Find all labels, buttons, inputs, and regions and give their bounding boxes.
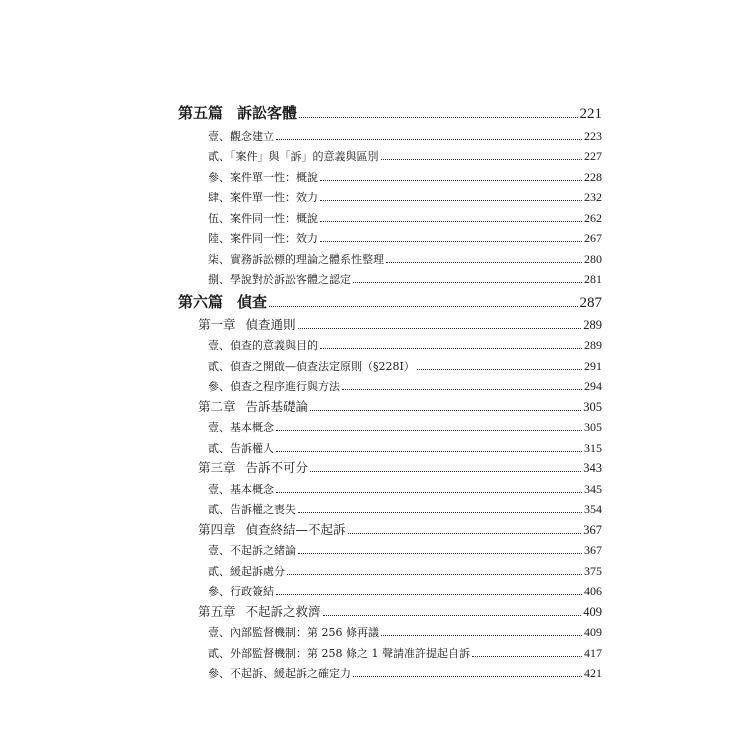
toc-entry-title: 偵查通則 (245, 316, 296, 332)
toc-dot-leader (298, 553, 582, 554)
toc-entry-number: 第五篇 (178, 104, 224, 122)
toc-item-row (178, 123, 602, 144)
toc-entry-label (208, 481, 274, 497)
toc-page-number: 281 (584, 272, 602, 286)
toc-item-row (178, 205, 602, 226)
toc-dot-leader (298, 328, 582, 329)
toc-page-number: 417 (584, 645, 602, 660)
toc-entry-label (208, 358, 415, 374)
toc-dot-leader (310, 410, 581, 411)
toc-page-number: 289 (583, 317, 602, 332)
toc-dot-leader (381, 635, 582, 636)
toc-entry-label (198, 520, 346, 538)
toc-item-row (178, 374, 602, 395)
toc-page-number: 227 (584, 149, 602, 163)
toc-entry-title: 告訴基礎論 (245, 398, 309, 414)
toc-page-number: 421 (584, 666, 602, 680)
toc-entry-title: 壹、觀念建立 (208, 129, 274, 143)
toc-item-row (178, 579, 602, 600)
toc-entry-title: 貳、緩起訴處分 (208, 564, 285, 578)
toc-item-row (178, 226, 602, 247)
toc-entry-label (198, 397, 308, 415)
toc-entry-title: 壹、不起訴之緒論 (208, 544, 296, 557)
toc-page-number: 305 (583, 399, 602, 414)
toc-page-number: 262 (584, 210, 602, 225)
toc-dot-leader (299, 117, 577, 118)
toc-entry-number: 第四章 (198, 521, 236, 537)
toc-dot-leader (323, 615, 582, 616)
toc-entry-title: 肆、案件單一性：效力 (208, 191, 318, 204)
toc-dot-leader (381, 159, 583, 160)
toc-dot-leader (310, 471, 581, 472)
toc-entry-title: 貳、告訴權之喪失 (208, 503, 296, 516)
toc-entry-label (178, 102, 297, 123)
toc-entry-title: 訴訟客體 (237, 104, 298, 122)
toc-entry-title: 偵查 (237, 293, 268, 311)
toc-entry-title: 貳、外部監督機制：第 258 條之 1 聲請准許提起自訴 (208, 646, 470, 660)
toc-entry-label (198, 458, 308, 476)
toc-dot-leader (269, 306, 577, 307)
toc-entry-title: 不起訴之救濟 (245, 603, 321, 619)
toc-item-row (178, 640, 602, 661)
toc-entry-number: 第五章 (198, 603, 236, 619)
toc-page-number: 345 (584, 481, 602, 496)
toc-dot-leader (386, 262, 582, 263)
toc-item-row (178, 415, 602, 436)
toc-entry-title: 陸、案件同一性：效力 (208, 232, 318, 245)
toc-entry-title: 壹、基本概念 (208, 421, 274, 434)
toc-chapter-row (178, 517, 602, 538)
toc-dot-leader (348, 533, 582, 534)
toc-item-row (178, 144, 602, 165)
toc-entry-label (208, 230, 318, 246)
toc-page-number: 223 (584, 128, 602, 143)
toc-dot-leader (472, 656, 582, 657)
toc-page-number: 280 (584, 251, 602, 266)
toc-entry-label (208, 542, 296, 558)
toc-item-row (178, 267, 602, 288)
toc-entry-label (198, 602, 321, 620)
toc-entry-label (198, 315, 296, 333)
toc-entry-title: 參、案件單一性：概說 (208, 170, 318, 184)
toc-dot-leader (276, 451, 582, 452)
toc-page-number: 228 (584, 169, 602, 184)
toc-dot-leader (276, 139, 582, 140)
toc-item-row (178, 435, 602, 456)
toc-part-row (178, 98, 602, 123)
toc-dot-leader (320, 221, 582, 222)
toc-page-number: 409 (584, 625, 602, 639)
toc-page-number: 287 (579, 295, 602, 311)
toc-entry-label (208, 440, 274, 456)
toc-entry-title: 偵查終結—不起訴 (245, 521, 346, 537)
toc-entry-title: 參、行政簽結 (208, 585, 274, 598)
toc-entry-title: 壹、內部監督機制：第 256 條再議 (208, 626, 379, 639)
toc-entry-label (208, 337, 318, 353)
toc-page-number: 267 (584, 231, 602, 245)
toc-page-number: 367 (584, 543, 602, 557)
toc-dot-leader (276, 594, 582, 595)
toc-page-number: 305 (584, 420, 602, 434)
toc-dot-leader (353, 676, 582, 677)
toc-entry-label (208, 419, 274, 435)
toc-entry-number: 第二章 (198, 398, 236, 414)
toc-page-number: 232 (584, 190, 602, 204)
toc-dot-leader (320, 200, 582, 201)
toc-item-row (178, 558, 602, 579)
toc-entry-title: 參、不起訴、緩起訴之確定力 (208, 667, 351, 680)
toc-dot-leader (353, 282, 582, 283)
toc-entry-label (208, 189, 318, 205)
toc-dot-leader (287, 574, 582, 575)
toc-dot-leader (417, 369, 582, 370)
toc-entry-label (208, 665, 351, 681)
toc-chapter-row (178, 599, 602, 620)
toc-chapter-row (178, 312, 602, 333)
toc-page-number: 294 (584, 379, 602, 393)
toc-dot-leader (320, 348, 582, 349)
toc-entry-title: 柒、實務訴訟標的理論之體系性整理 (208, 252, 384, 266)
toc-part-row (178, 287, 602, 312)
toc-item-row (178, 164, 602, 185)
toc-page-number: 406 (584, 584, 602, 598)
toc-item-row (178, 620, 602, 641)
toc-dot-leader (276, 492, 582, 493)
toc-entry-title: 貳、「案件」與「訴」的意義與區別 (208, 150, 379, 163)
toc-page-number: 343 (583, 461, 602, 475)
toc-entry-title: 壹、偵查的意義與目的 (208, 339, 318, 352)
toc-page-number: 375 (584, 563, 602, 578)
toc-dot-leader (276, 430, 582, 431)
toc-entry-label (208, 501, 296, 517)
toc-page-number: 289 (584, 338, 602, 352)
toc-entry-title: 伍、案件同一性：概說 (208, 211, 318, 225)
toc-entry-title: 參、偵查之程序進行與方法 (208, 380, 340, 393)
toc-entry-number: 第六篇 (178, 293, 224, 311)
table-of-contents (178, 98, 602, 681)
toc-entry-label (208, 148, 379, 164)
toc-entry-label (208, 169, 318, 185)
toc-entry-title: 貳、偵查之開啟—偵查法定原則（§228Ⅰ） (208, 359, 415, 373)
toc-entry-label (208, 251, 384, 267)
toc-entry-label (178, 291, 267, 312)
toc-page-number: 409 (583, 604, 602, 619)
toc-page-number: 291 (584, 358, 602, 373)
toc-entry-number: 第三章 (198, 460, 236, 475)
toc-item-row (178, 246, 602, 267)
toc-entry-title: 貳、告訴權人 (208, 441, 274, 455)
toc-page-number: 315 (584, 440, 602, 455)
toc-entry-label (208, 378, 340, 394)
toc-item-row (178, 661, 602, 682)
toc-page-number: 367 (583, 522, 602, 537)
toc-chapter-row (178, 456, 602, 477)
toc-entry-number: 第一章 (198, 316, 236, 332)
toc-item-row (178, 185, 602, 206)
toc-entry-label (208, 583, 274, 599)
toc-entry-title: 捌、學說對於訴訟客體之認定 (208, 273, 351, 286)
toc-dot-leader (342, 389, 582, 390)
toc-item-row (178, 476, 602, 497)
toc-entry-label (208, 645, 470, 661)
toc-entry-label (208, 271, 351, 287)
toc-entry-label (208, 128, 274, 144)
toc-item-row (178, 353, 602, 374)
toc-dot-leader (298, 512, 582, 513)
toc-chapter-row (178, 394, 602, 415)
toc-dot-leader (320, 241, 582, 242)
toc-item-row (178, 538, 602, 559)
toc-entry-title: 告訴不可分 (245, 460, 309, 475)
toc-page-number: 221 (579, 106, 602, 122)
toc-entry-label (208, 624, 379, 640)
toc-item-row (178, 497, 602, 518)
toc-entry-label (208, 210, 318, 226)
toc-item-row (178, 333, 602, 354)
toc-page-number: 354 (584, 502, 602, 516)
toc-dot-leader (320, 180, 582, 181)
toc-entry-label (208, 563, 285, 579)
toc-entry-title: 壹、基本概念 (208, 482, 274, 496)
